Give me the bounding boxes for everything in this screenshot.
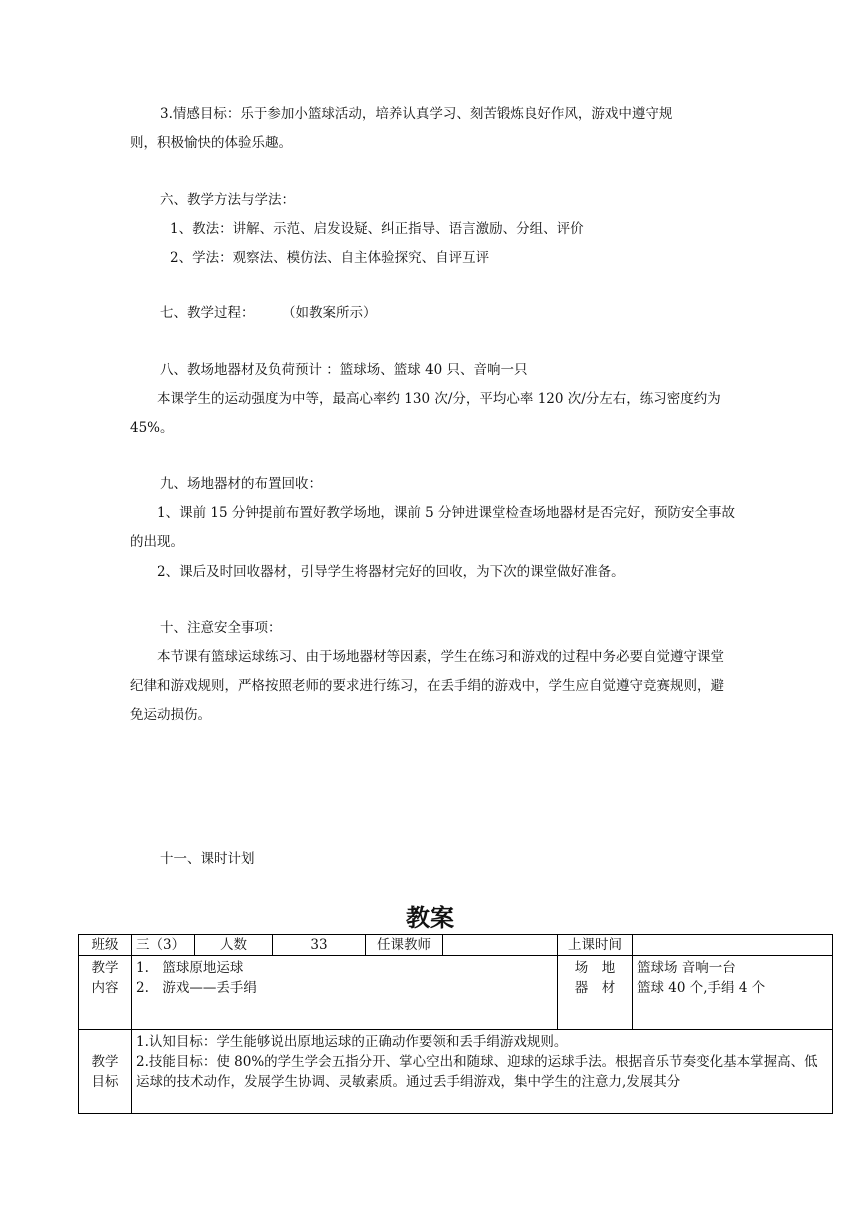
section9-item1: 1、课前 15 分钟提前布置好教学场地，课前 5 分钟进课堂检查场地器材是否完好，预防安全事故的出现。 xyxy=(130,505,736,550)
venue-label xyxy=(558,956,633,1030)
table-row xyxy=(79,1030,833,1114)
section7-title: 七、教学过程： xyxy=(160,305,255,321)
count-label: 人数 xyxy=(195,935,273,956)
table-row xyxy=(79,956,833,1030)
goal-skill: 2.技能目标：使 80%的学生学会五指分开、掌心空出和随球、迎球的运球手法。根据音乐节奏变化基本掌握高、低运球的技术动作，发展学生协调、灵敏素质。通过丢手绢游戏，集中学生的注意力,发展其分 xyxy=(136,1054,818,1090)
class-label: 班级 xyxy=(79,935,132,956)
content-label xyxy=(79,956,132,1030)
venue-value-line2: 篮球 40 个,手绢 4 个 xyxy=(637,980,766,996)
venue-value xyxy=(633,956,833,1030)
goal-label xyxy=(79,1030,132,1114)
goal-label-line1: 教学 xyxy=(91,1053,119,1070)
section9-item2: 2、课后及时回收器材，引导学生将器材完好的回收，为下次的课堂做好准备。 xyxy=(157,564,625,580)
lesson-plan-title: 教案 xyxy=(406,904,454,932)
time-label: 上课时间 xyxy=(558,935,633,956)
lesson-plan-table xyxy=(78,934,833,1114)
teacher-value xyxy=(443,935,558,956)
section8-title: 八、教场地器材及负荷预计 ：篮球场、篮球 40 只、音响一只 xyxy=(160,362,528,378)
section9-title: 九、场地器材的布置回收： xyxy=(160,476,322,492)
table-row xyxy=(79,935,833,956)
content-label-line2: 内容 xyxy=(91,980,119,996)
venue-value-line1: 篮球场 音响一台 xyxy=(637,960,736,976)
content-item: 2. 游戏——丢手绢 xyxy=(136,980,257,996)
section6-item1: 1、教法：讲解、示范、启发设疑、纠正指导、语言激励、分组、评价 xyxy=(170,221,584,237)
section6-item2: 2、学法：观察法、模仿法、自主体验探究、自评互评 xyxy=(170,250,490,266)
goal3-line2: 则，积极愉快的体验乐趣。 xyxy=(130,135,292,151)
venue-label-line2: 器 材 xyxy=(574,980,616,996)
section7-note: （如教案所示） xyxy=(282,305,377,321)
section6-title: 六、教学方法与学法： xyxy=(160,192,295,208)
class-value: 三（3） xyxy=(132,935,195,956)
goal-cell xyxy=(132,1030,833,1114)
content-item: 1. 篮球原地运球 xyxy=(136,960,244,976)
teacher-label: 任课教师 xyxy=(366,935,443,956)
goal-cognitive: 1.认知目标：学生能够说出原地运球的正确动作要领和丢手绢游戏规则。 xyxy=(136,1034,568,1050)
section8-text: 本课学生的运动强度为中等，最高心率约 130 次/分，平均心率 120 次/分左右，练习密度约为 45%。 xyxy=(130,391,721,436)
venue-label-line1: 场 地 xyxy=(574,960,616,976)
section10-text: 本节课有篮球运球练习、由于场地器材等因素，学生在练习和游戏的过程中务必要自觉遵守课堂纪律和游戏规则，严格按照老师的要求进行练习，在丢手绢的游戏中，学生应自觉遵守竞赛规则，避免运动损伤。 xyxy=(130,649,724,723)
goal3-line1: 3.情感目标：乐于参加小篮球活动，培养认真学习、刻苦锻炼良好作风，游戏中遵守规 xyxy=(160,106,673,122)
count-value: 33 xyxy=(273,935,366,956)
section10-title: 十、注意安全事项： xyxy=(160,620,282,636)
content-label-line1: 教学 xyxy=(91,960,119,976)
goal-label-line2: 目标 xyxy=(91,1073,119,1090)
content-cell xyxy=(132,956,558,1030)
section11-title: 十一、课时计划 xyxy=(160,851,255,867)
time-value xyxy=(633,935,833,956)
